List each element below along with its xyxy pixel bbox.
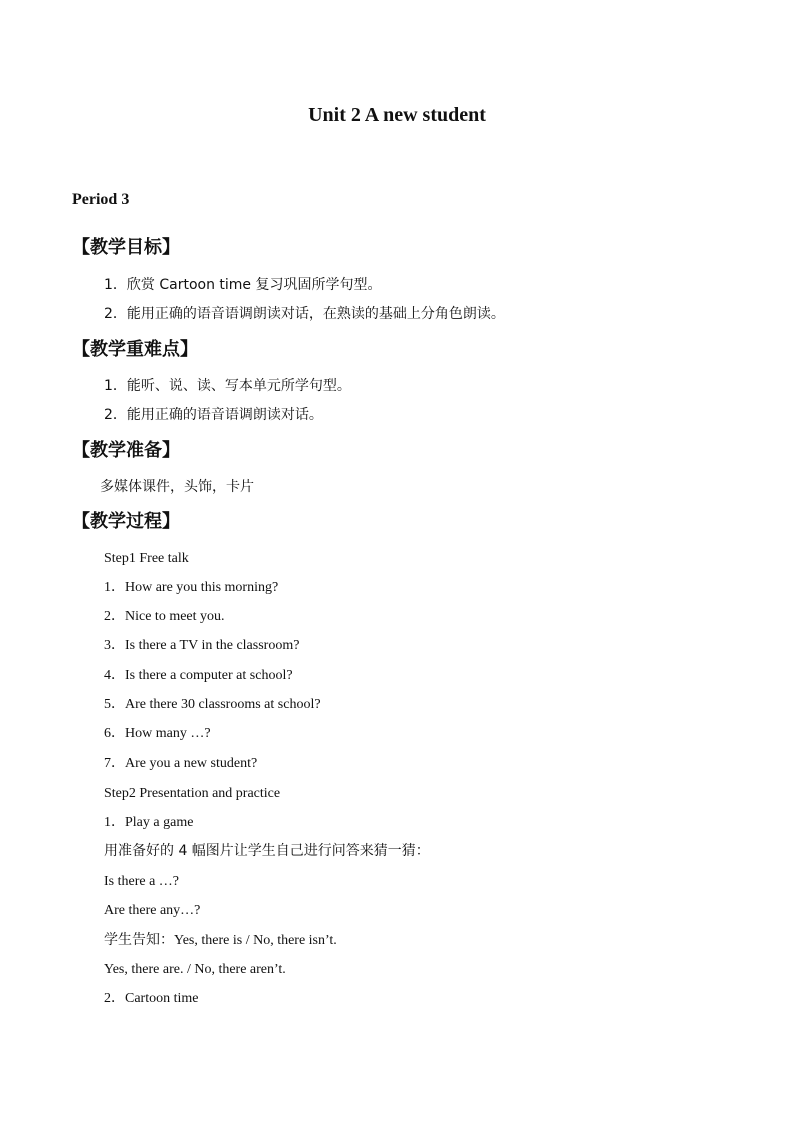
game-description: 用准备好的 4 幅图片让学生自己进行问答来猜一猜：: [104, 843, 430, 859]
objectives-heading: 【教学目标】: [72, 237, 180, 258]
preparation-text: 多媒体课件，头饰，卡片: [100, 479, 254, 495]
process-heading: 【教学过程】: [72, 511, 180, 532]
answer-1: Yes, there is / No, there isn’t.: [174, 933, 337, 948]
key-point-item-1: 1．能听、说、读、写本单元所学句型。: [104, 378, 351, 394]
step1-item-1: 1．How are you this morning?: [104, 580, 279, 595]
step1-item-7: 7．Are you a new student?: [104, 756, 258, 771]
step1-item-5: 5．Are there 30 classrooms at school?: [104, 697, 321, 712]
answer-2: Yes, there are. / No, there aren’t.: [104, 962, 286, 977]
step1-title: Step1 Free talk: [104, 551, 189, 566]
step1-item-2: 2．Nice to meet you.: [104, 609, 225, 624]
step1-item-3: 3．Is there a TV in the classroom?: [104, 638, 300, 653]
step1-item-4: 4．Is there a computer at school?: [104, 668, 293, 683]
question-1: Is there a …?: [104, 874, 180, 889]
answer-label: 学生告知：: [104, 932, 174, 948]
step2-item-2: 2．Cartoon time: [104, 991, 199, 1006]
objective-item-1: 1．欣赏 Cartoon time 复习巩固所学句型。: [104, 277, 382, 293]
objective-item-2: 2．能用正确的语音语调朗读对话，在熟读的基础上分角色朗读。: [104, 306, 505, 322]
step2-title: Step2 Presentation and practice: [104, 786, 281, 801]
step2-item-1: 1．Play a game: [104, 815, 194, 830]
preparation-heading: 【教学准备】: [72, 440, 180, 461]
key-points-heading: 【教学重难点】: [72, 339, 198, 360]
step1-item-6: 6．How many …?: [104, 726, 211, 741]
document-title: Unit 2 A new student: [308, 104, 486, 126]
period-label: Period 3: [72, 191, 130, 208]
question-2: Are there any…?: [104, 903, 201, 918]
key-point-item-2: 2．能用正确的语音语调朗读对话。: [104, 407, 323, 423]
answer-line-1: [104, 931, 337, 950]
